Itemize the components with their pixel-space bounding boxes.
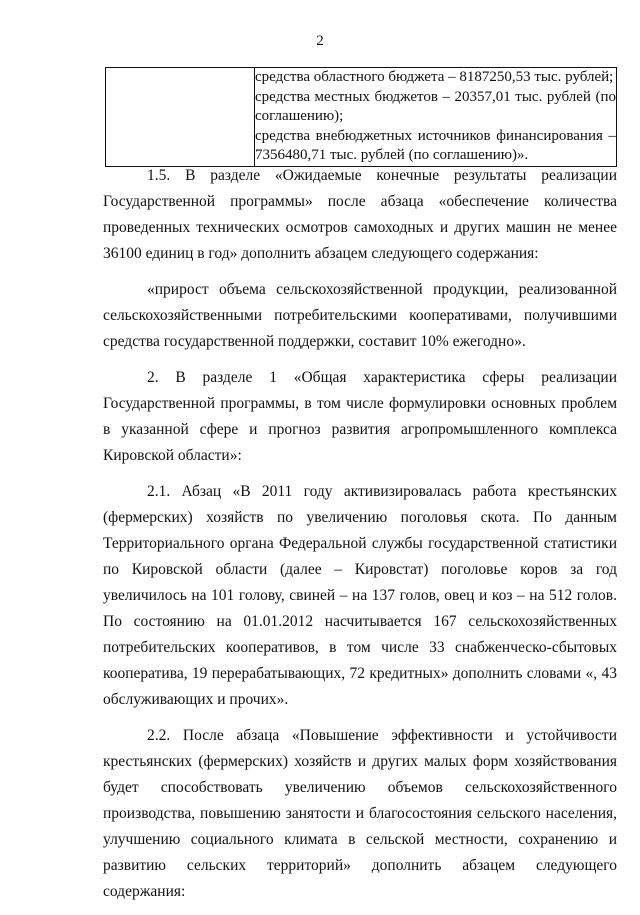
funding-sources-cell [255, 68, 617, 167]
paragraph-2: 2. В разделе 1 «Общая характеристика сферы реализации Государственной программы, в том числе формулировки основных проблем в указанной сфере и прогноз развития агропромышленного комплекса Кировской области»: [103, 369, 617, 464]
paragraph-2-1: 2.1. Абзац «В 2011 году активизировалась работа крестьянских (фермерских) хозяйств по увеличению поголовья скота. По данным Территориального органа Федеральной службы государственной статистики по Кировской области (далее – Кировстат) поголовье коров за год увеличилось на 101 голову, свиней – на 137 голов, овец и коз – на 512 голов. По состоянию на 01.01.2012 насчитывается 167 сельскохозяйственных потребительских кооперативов, в том числе 33 снабженческо-сбытовых кооператива, 19 перерабатывающих, 72 кредитных» дополнить словами «, 43 обслуживающих и прочих». [103, 483, 617, 708]
paragraph-2-2: 2.2. После абзаца «Повышение эффективности и устойчивости крестьянских (фермерских) хозяйств и других малых форм хозяйствования будет способствовать увеличению объемов сельскохозяйственного производства, повышению занятости и благосостояния сельского населения, улучшению социального климата в сельской местности, сохранению и развитию сельских территорий» дополнить абзацем следующего содержания: [103, 727, 617, 900]
local-budget-line: средства местных бюджетов – 20357,01 тыс. рублей (по соглашению); [255, 88, 616, 124]
table-row [106, 68, 617, 167]
document-body [103, 163, 617, 915]
regional-budget-line: средства областного бюджета – 8187250,53 тыс. рублей; [255, 69, 614, 85]
page-number: 2 [316, 33, 324, 49]
extrabudgetary-line: средства внебюджетных источников финансирования – 7356480,71 тыс. рублей (по соглашению)». [255, 127, 616, 163]
paragraph-quote-growth: «прирост объема сельскохозяйственной продукции, реализованной сельскохозяйственными потребительскими кооперативами, получившими средства государственной поддержки, составит 10% ежегодно». [103, 281, 617, 350]
table-empty-cell [106, 68, 255, 167]
paragraph-1-5: 1.5. В разделе «Ожидаемые конечные результаты реализации Государственной программы» после абзаца «обеспечение количества проведенных технических осмотров самоходных и других машин не менее 36100 единиц в год» дополнить абзацем следующего содержания: [103, 167, 617, 262]
funding-table [105, 67, 617, 167]
